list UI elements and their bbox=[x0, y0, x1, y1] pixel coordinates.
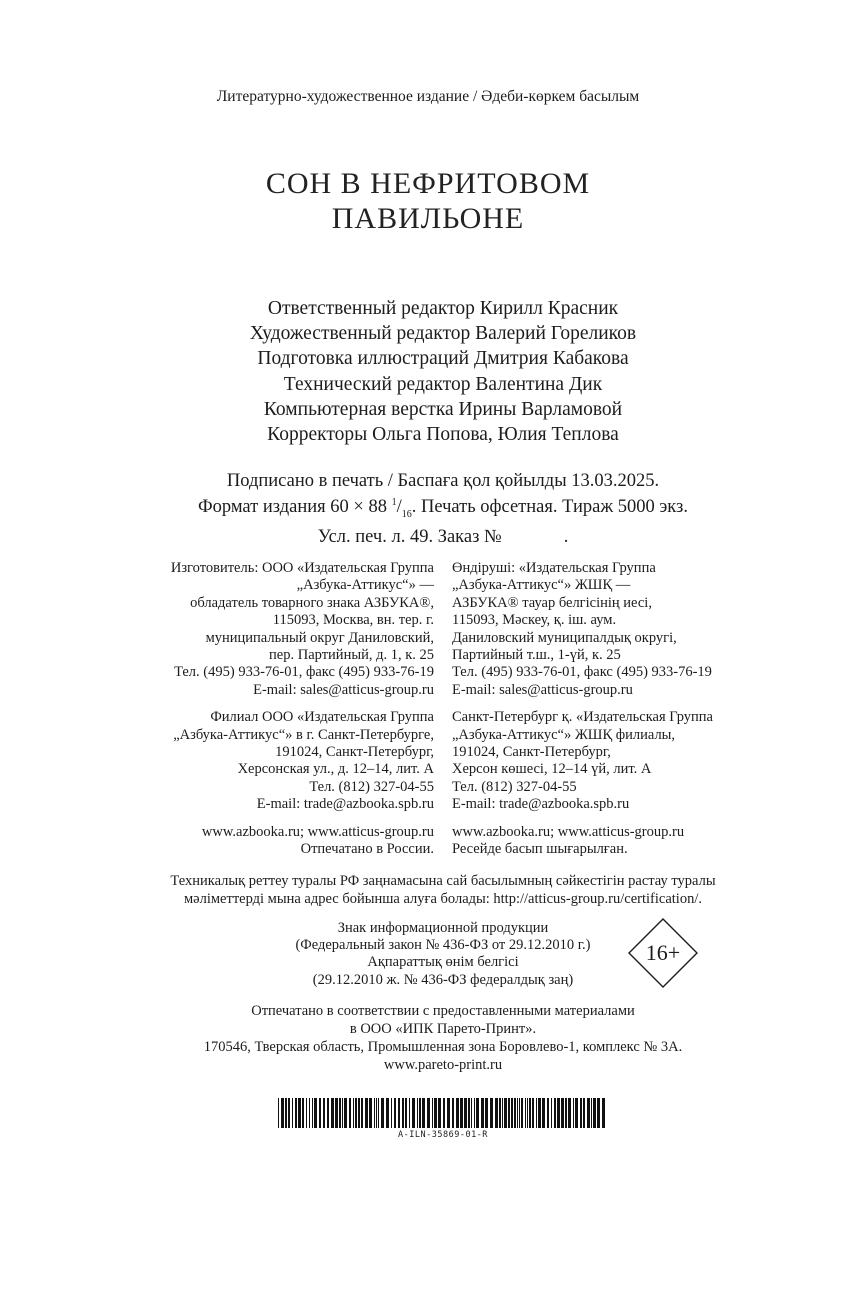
barcode-bar bbox=[434, 1098, 437, 1128]
barcode-bar bbox=[309, 1098, 310, 1128]
tech-regulation-note bbox=[0, 872, 856, 908]
credit-line: Художественный редактор Валерий Гореликов bbox=[249, 323, 637, 345]
text-line: Партийный т.ш., 1-үй, к. 25 bbox=[452, 647, 621, 664]
barcode-bar bbox=[514, 1098, 516, 1128]
barcode-icon bbox=[278, 1098, 608, 1128]
barcode-bar bbox=[517, 1098, 518, 1128]
barcode-bar bbox=[353, 1098, 354, 1128]
barcode-bar bbox=[374, 1098, 375, 1128]
credit-line: Компьютерная верстка Ирины Варламовой bbox=[263, 398, 623, 420]
email-line: E-mail: trade@azbooka.spb.ru bbox=[256, 796, 434, 813]
text-line: в ООО «ИПК Парето-Принт». bbox=[349, 1021, 537, 1037]
barcode-bar bbox=[536, 1098, 537, 1128]
text-line: Даниловский муниципалдық округі, bbox=[452, 629, 677, 646]
email-line: E-mail: sales@atticus-group.ru bbox=[452, 681, 633, 698]
text-line: 115093, Москва, вн. тер. г. bbox=[272, 612, 434, 629]
barcode-bar bbox=[422, 1098, 425, 1128]
text-line: Изготовитель: ООО «Издательская Группа bbox=[170, 560, 434, 576]
barcode-bar bbox=[593, 1098, 596, 1128]
barcode-bar bbox=[438, 1098, 441, 1128]
sheets-line bbox=[0, 526, 856, 548]
text-line: (29.12.2010 ж. № 436-ФЗ федералдық заң) bbox=[312, 971, 574, 988]
barcode-bar bbox=[355, 1098, 357, 1128]
barcode-bar bbox=[412, 1098, 415, 1128]
barcode-bar bbox=[306, 1098, 307, 1128]
website-line: www.pareto-print.ru bbox=[383, 1057, 503, 1073]
barcode-bar bbox=[288, 1098, 290, 1128]
email-line: E-mail: trade@azbooka.spb.ru bbox=[452, 796, 630, 813]
barcode-bar bbox=[432, 1098, 433, 1128]
barcode-bar bbox=[575, 1098, 578, 1128]
credits-list bbox=[0, 296, 856, 447]
barcode-bar bbox=[456, 1098, 459, 1128]
barcode-bar bbox=[474, 1098, 475, 1128]
credit-line: Ответственный редактор Кирилл Красник bbox=[267, 298, 619, 319]
text-line: АЗБУКА® тауар белгісінің иесі, bbox=[452, 594, 652, 611]
barcode-bar bbox=[468, 1098, 470, 1128]
barcode-bar bbox=[502, 1098, 503, 1128]
text-line: (Федеральный закон № 436-ФЗ от 29.12.2010 г.) bbox=[295, 937, 591, 954]
format-prefix: Формат издания 60 × 88 bbox=[198, 497, 387, 518]
text-line: Знак информационной продукции bbox=[337, 920, 549, 936]
barcode-bar bbox=[476, 1098, 479, 1128]
text-line: „Азбука-Аттикус“» ЖШҚ филиалы, bbox=[452, 726, 676, 743]
text-line: 170546, Тверская область, Промышленная зона Боровлево-1, комплекс № 3А. bbox=[203, 1039, 683, 1055]
text-line: Тел. (495) 933-76-01, факс (495) 933-76-19 bbox=[174, 664, 434, 681]
barcode-bar bbox=[573, 1098, 574, 1128]
website-line: www.azbooka.ru; www.atticus-group.ru bbox=[452, 823, 685, 840]
barcode-bar bbox=[490, 1098, 493, 1128]
format-fraction-denominator: 16 bbox=[401, 508, 412, 520]
text-line: Санкт-Петербург қ. «Издательская Группа bbox=[452, 709, 713, 726]
barcode-bar bbox=[327, 1098, 329, 1128]
age-rating-text: 16+ bbox=[645, 940, 681, 965]
barcode-bar bbox=[485, 1098, 488, 1128]
barcode-bar bbox=[342, 1098, 343, 1128]
text-line: Филиал ООО «Издательская Группа bbox=[210, 709, 434, 726]
barcode-bar bbox=[344, 1098, 347, 1128]
barcode-bar bbox=[361, 1098, 363, 1128]
barcode-bar bbox=[547, 1098, 549, 1128]
book-title-line-1: СОН В НЕФРИТОВОМ bbox=[265, 167, 591, 200]
text-line: 191024, Санкт-Петербург, bbox=[275, 744, 434, 761]
barcode-bar bbox=[427, 1098, 430, 1128]
barcode-bar bbox=[587, 1098, 590, 1128]
barcode-bar bbox=[525, 1098, 526, 1128]
barcode-bar bbox=[471, 1098, 472, 1128]
barcode-bar bbox=[405, 1098, 407, 1128]
text-line: Херсонская ул., д. 12–14, лит. А bbox=[237, 761, 434, 778]
credit-line: Корректоры Ольга Попова, Юлия Теплова bbox=[267, 424, 619, 446]
text-line: муниципальный округ Даниловский, bbox=[205, 629, 434, 646]
barcode-bar bbox=[323, 1098, 325, 1128]
printed-in-line: Ресейде басып шығарылған. bbox=[452, 841, 628, 858]
barcode-bar bbox=[365, 1098, 368, 1128]
barcode-bar bbox=[460, 1098, 463, 1128]
barcode-bar bbox=[527, 1098, 528, 1128]
text-line: Өндіруші: «Издательская Группа bbox=[452, 560, 656, 576]
text-line: Техникалық реттеу туралы РФ заңнамасына сай басылымның сәйкестігін растау туралы bbox=[170, 873, 716, 889]
barcode-bar bbox=[447, 1098, 450, 1128]
barcode-bar bbox=[319, 1098, 321, 1128]
barcode-bar bbox=[302, 1098, 304, 1128]
barcode-bar bbox=[443, 1098, 445, 1128]
barcode-bar bbox=[557, 1098, 560, 1128]
credit-line: Технический редактор Валентина Дик bbox=[283, 373, 603, 395]
barcode-bar bbox=[511, 1098, 513, 1128]
credit-line: Подготовка иллюстраций Дмитрия Кабакова bbox=[257, 348, 629, 370]
text-line: „Азбука-Аттикус“» в г. Санкт-Петербурге, bbox=[173, 726, 434, 743]
barcode-bar bbox=[314, 1098, 317, 1128]
barcode-bar bbox=[369, 1098, 372, 1128]
email-line: E-mail: sales@atticus-group.ru bbox=[253, 681, 434, 698]
info-product-sign bbox=[200, 920, 686, 989]
barcode-bar bbox=[499, 1098, 501, 1128]
barcode-bar bbox=[295, 1098, 297, 1128]
text-line: „Азбука-Аттикус“» — bbox=[296, 577, 434, 594]
barcode-bar bbox=[281, 1098, 284, 1128]
barcode-text: A-ILN-35869-01-R bbox=[398, 1130, 488, 1140]
text-line: Отпечатано в соответствии с предоставленными материалами bbox=[251, 1003, 635, 1019]
text-line: 191024, Санкт-Петербург, bbox=[452, 744, 611, 761]
barcode-bar bbox=[481, 1098, 484, 1128]
format-fraction-numerator: 1 bbox=[391, 497, 397, 508]
barcode-bar bbox=[542, 1098, 545, 1128]
barcode-bar bbox=[312, 1098, 313, 1128]
barcode-bar bbox=[464, 1098, 467, 1128]
barcode-bar bbox=[381, 1098, 384, 1128]
barcode-bar bbox=[402, 1098, 404, 1128]
manufacturer-block-ru bbox=[100, 560, 434, 699]
barcode-bar bbox=[452, 1098, 454, 1128]
text-line: пер. Партийный, д. 1, к. 25 bbox=[269, 647, 434, 664]
barcode-bar bbox=[417, 1098, 418, 1128]
barcode-bar bbox=[529, 1098, 531, 1128]
publisher-info-kazakh bbox=[452, 560, 772, 869]
barcode-bar bbox=[419, 1098, 421, 1128]
barcode-bar bbox=[565, 1098, 567, 1128]
barcode-bar bbox=[508, 1098, 510, 1128]
barcode-bar bbox=[398, 1098, 400, 1128]
text-line: мәліметтерді мына адрес бойынша алуға болады: http://atticus-group.ru/certification/. bbox=[184, 891, 702, 907]
text-line: обладатель товарного знака АЗБУКА®, bbox=[190, 594, 434, 611]
barcode-bar bbox=[391, 1098, 392, 1128]
text-line: 115093, Мәскеу, қ. іш. аум. bbox=[452, 612, 617, 629]
barcode-bar bbox=[561, 1098, 564, 1128]
barcode-bar bbox=[292, 1098, 293, 1128]
barcode-bar bbox=[298, 1098, 301, 1128]
age-rating-badge bbox=[628, 918, 698, 988]
sheets-text: Усл. печ. л. 49. Заказ № bbox=[317, 526, 502, 547]
branch-block-ru bbox=[100, 709, 434, 813]
book-title-line-2: ПАВИЛЬОНЕ bbox=[331, 202, 525, 235]
barcode-bar bbox=[519, 1098, 520, 1128]
printer-info bbox=[0, 1002, 856, 1074]
barcode-bar bbox=[335, 1098, 338, 1128]
barcode-bar bbox=[331, 1098, 334, 1128]
barcode-bar bbox=[285, 1098, 287, 1128]
text-line: „Азбука-Аттикус“» ЖШҚ — bbox=[452, 577, 631, 594]
text-line: Тел. (812) 327-04-55 bbox=[452, 778, 577, 795]
barcode-bar bbox=[597, 1098, 600, 1128]
barcode-bar bbox=[580, 1098, 582, 1128]
manufacturer-block-kz bbox=[452, 560, 772, 699]
barcode-bar bbox=[378, 1098, 379, 1128]
text-line: Тел. (812) 327-04-55 bbox=[309, 778, 434, 795]
barcode-bar bbox=[349, 1098, 351, 1128]
signed-to-print: Подписано в печать / Баспаға қол қойылды 13.03.2025. bbox=[226, 471, 660, 491]
branch-block-kz bbox=[452, 709, 772, 813]
barcode-bar bbox=[495, 1098, 498, 1128]
barcode-bar bbox=[602, 1098, 605, 1128]
barcode-bar bbox=[376, 1098, 377, 1128]
barcode-bar bbox=[568, 1098, 571, 1128]
barcode-bar bbox=[583, 1098, 585, 1128]
barcode-bar bbox=[504, 1098, 507, 1128]
barcode-bar bbox=[386, 1098, 389, 1128]
book-title bbox=[0, 166, 856, 236]
barcode-bar bbox=[591, 1098, 592, 1128]
barcode-bar bbox=[554, 1098, 556, 1128]
printed-in-line: Отпечатано в России. bbox=[300, 841, 434, 858]
printing-details bbox=[0, 470, 856, 548]
format-line: Формат издания 60 × 88 $^1/_{16}$. Печать офсетная. Тираж 5000 экз. bbox=[198, 497, 688, 520]
web-block-ru bbox=[100, 824, 434, 859]
text-line: Тел. (495) 933-76-01, факс (495) 933-76-19 bbox=[452, 664, 712, 681]
edition-type: Литературно-художественное издание / Әдеби-көркем басылым bbox=[216, 88, 640, 105]
barcode-bar bbox=[409, 1098, 410, 1128]
sheets-end: . bbox=[563, 526, 569, 547]
barcode-bar bbox=[532, 1098, 534, 1128]
text-line: Ақпараттық өнім белгісі bbox=[367, 954, 519, 971]
website-line: www.azbooka.ru; www.atticus-group.ru bbox=[201, 823, 434, 840]
text-line: Херсон көшесі, 12–14 үй, лит. А bbox=[452, 761, 652, 778]
barcode-bar bbox=[339, 1098, 341, 1128]
publisher-info-russian bbox=[100, 560, 434, 869]
barcode-bar bbox=[551, 1098, 552, 1128]
barcode-bar bbox=[538, 1098, 541, 1128]
web-block-kz bbox=[452, 824, 772, 859]
format-suffix: . Печать офсетная. Тираж 5000 экз. bbox=[411, 497, 688, 518]
barcode-bar bbox=[278, 1098, 279, 1128]
barcode-bar bbox=[394, 1098, 396, 1128]
barcode-bar bbox=[521, 1098, 523, 1128]
barcode-bar bbox=[358, 1098, 360, 1128]
